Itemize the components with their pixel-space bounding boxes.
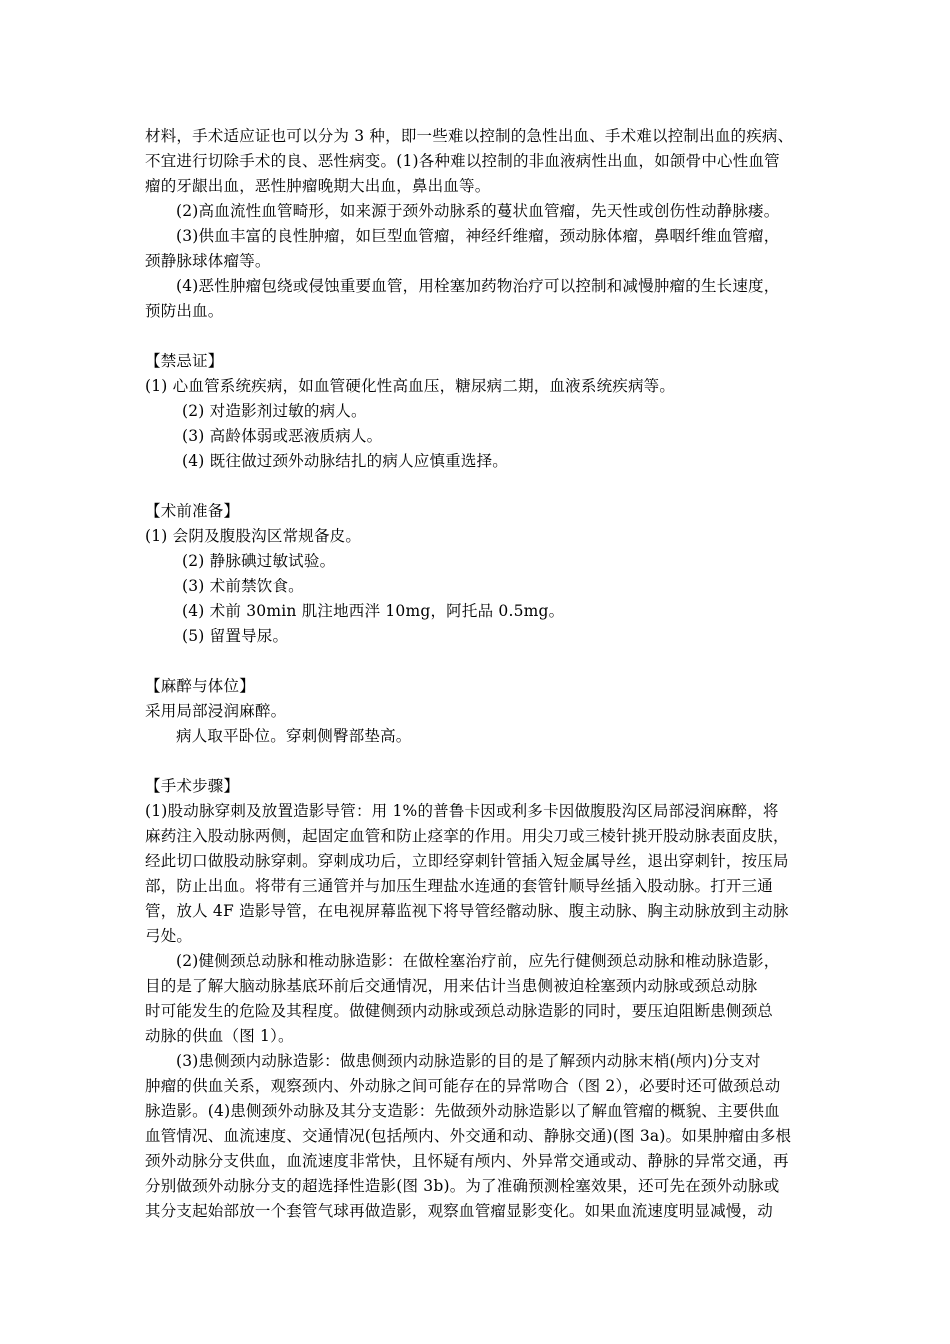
text-line: 血管情况、血流速度、交通情况(包括颅内、外交通和动、静脉交通)(图 3a)。如果肿瘤由多根 (145, 1127, 792, 1145)
text-line: 颈静脉球体瘤等。 (145, 252, 271, 270)
text-line: 动脉的供血（图 1）。 (145, 1027, 294, 1045)
text-line: (1) 会阴及腹股沟区常规备皮。 (145, 527, 362, 545)
text-line: (2) 对造影剂过敏的病人。 (182, 402, 367, 420)
text-line: (1) 心血管系统疾病，如血管硬化性高血压，糖尿病二期，血液系统疾病等。 (145, 377, 676, 395)
text-line: 采用局部浸润麻醉。 (145, 702, 287, 720)
text-line: 麻药注入股动脉两侧，起固定血管和防止痉挛的作用。用尖刀或三棱针挑开股动脉表面皮肤， (145, 827, 789, 845)
text-line: 分别做颈外动脉分支的超选择性造影(图 3b)。为了准确预测栓塞效果，还可先在颈外动脉或 (145, 1177, 780, 1195)
text-line: 材料，手术适应证也可以分为 3 种，即一些难以控制的急性出血、手术难以控制出血的疾病、 (145, 127, 794, 145)
text-line: 不宜进行切除手术的良、恶性病变。(1)各种难以控制的非血液病性出血，如颌骨中心性血管 (145, 152, 780, 170)
text-line: 脉造影。(4)患侧颈外动脉及其分支造影：先做颈外动脉造影以了解血管瘤的概貌、主要供血 (145, 1102, 780, 1120)
text-line: 其分支起始部放一个套管气球再做造影，观察血管瘤显影变化。如果血流速度明显减慢，动 (145, 1202, 774, 1220)
text-line: 部，防止出血。将带有三通管并与加压生理盐水连通的套管针顺导丝插入股动脉。打开三通 (145, 877, 774, 895)
section-heading: 【术前准备】 (145, 502, 240, 520)
text-line: (3)患侧颈内动脉造影：做患侧颈内动脉造影的目的是了解颈内动脉末梢(颅内)分支对 (176, 1052, 761, 1070)
text-line: 预防出血。 (145, 302, 224, 320)
text-line: 经此切口做股动脉穿刺。穿刺成功后，立即经穿刺针管插入短金属导丝，退出穿刺针，按压局 (145, 852, 789, 870)
text-line: 弓处。 (145, 927, 193, 945)
text-line: 病人取平卧位。穿刺侧臀部垫高。 (176, 727, 412, 745)
section-heading: 【麻醉与体位】 (145, 677, 255, 695)
text-line: (3)供血丰富的良性肿瘤，如巨型血管瘤，神经纤维瘤，颈动脉体瘤，鼻咽纤维血管瘤， (176, 227, 780, 245)
text-line: (4) 既往做过颈外动脉结扎的病人应慎重选择。 (182, 452, 508, 470)
section-heading: 【手术步骤】 (145, 777, 240, 795)
text-line: (2)健侧颈总动脉和椎动脉造影：在做栓塞治疗前，应先行健侧颈总动脉和椎动脉造影， (176, 952, 780, 970)
text-line: (1)股动脉穿刺及放置造影导管：用 1%的普鲁卡因或利多卡因做腹股沟区局部浸润麻醉，将 (145, 802, 779, 820)
text-line: (3) 术前禁饮食。 (182, 577, 304, 595)
text-line: (5) 留置导尿。 (182, 627, 289, 645)
text-line: 时可能发生的危险及其程度。做健侧颈内动脉或颈总动脉造影的同时，要压迫阻断患侧颈总 (145, 1002, 774, 1020)
text-line: (2)高血流性血管畸形，如来源于颈外动脉系的蔓状血管瘤，先天性或创伤性动静脉瘘。 (176, 202, 780, 220)
text-line: 瘤的牙龈出血，恶性肿瘤晚期大出血，鼻出血等。 (145, 177, 491, 195)
text-line: 肿瘤的供血关系，观察颈内、外动脉之间可能存在的异常吻合（图 2），必要时还可做颈总动 (145, 1077, 781, 1095)
section-heading: 【禁忌证】 (145, 352, 224, 370)
text-line: 管，放人 4F 造影导管，在电视屏幕监视下将导管经髂动脉、腹主动脉、胸主动脉放到主动脉 (145, 902, 789, 920)
text-line: (4) 术前 30min 肌注地西泮 10mg，阿托品 0.5mg。 (182, 602, 565, 620)
text-line: (2) 静脉碘过敏试验。 (182, 552, 336, 570)
text-line: 目的是了解大脑动脉基底环前后交通情况，用来估计当患侧被迫栓塞颈内动脉或颈总动脉 (145, 977, 758, 995)
text-line: (4)恶性肿瘤包绕或侵蚀重要血管，用栓塞加药物治疗可以控制和减慢肿瘤的生长速度， (176, 277, 780, 295)
text-line: 颈外动脉分支供血，血流速度非常快，且怀疑有颅内、外异常交通或动、静脉的异常交通，再 (145, 1152, 789, 1170)
text-line: (3) 高龄体弱或恶液质病人。 (182, 427, 383, 445)
